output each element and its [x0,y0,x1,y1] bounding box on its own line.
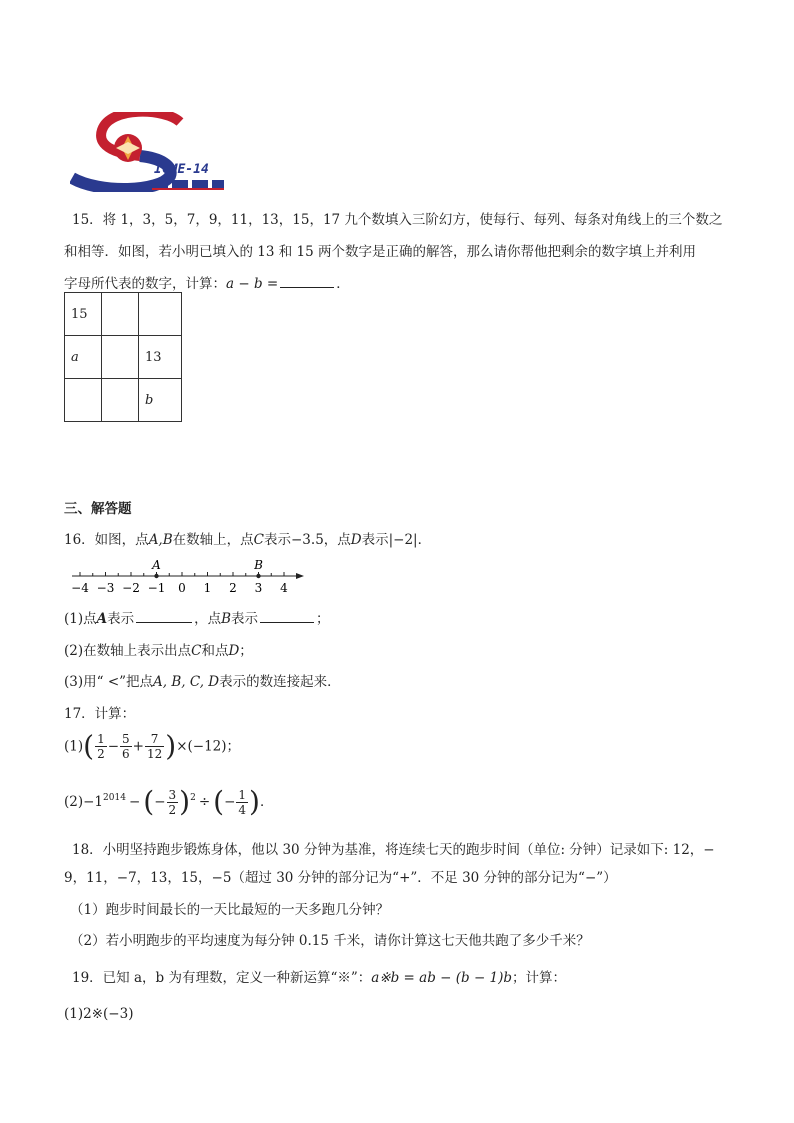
axis-tick-label: 4 [280,581,288,595]
q16-stem [64,528,431,548]
grid-row [65,379,182,422]
q18-sub2: （2）若小明跑步的平均速度为每分钟 0.15 千米，请你计算这七天他共跑了多少千米？ [70,933,590,949]
grid-cell [102,336,139,379]
grid-cell [102,293,139,336]
grid-cell: a [65,336,102,379]
q16-p3 [64,670,341,690]
axis-tick-label: 3 [254,581,263,595]
point-label: A [152,558,161,572]
paren-open: ( [83,729,95,763]
q17-p1 [64,728,240,764]
logo-text: ICME-14 [154,162,209,177]
number-line [68,558,308,598]
q17-p2-square: 2 [190,793,196,803]
q16-point-c: C [253,532,264,548]
fraction: $\frac{3}{2}$ [168,787,177,817]
axis-tick-label: −1 [147,581,166,595]
grid-cell: b [139,379,182,422]
q16-p1-text: 表示 [107,611,135,627]
q19-formula: a※b = ab − (b − 1)b [371,970,513,986]
q16-p2-text: (2)在数轴上表示出点 [64,643,192,659]
icme-logo [70,112,230,192]
q17-title: 17．计算： [64,706,136,722]
q17-p1-label: (1) [64,738,84,755]
q16-p1-a: A [96,611,108,627]
q17-p2-base: −1 [83,794,104,810]
q16-point-d: D [350,532,362,548]
operator: − [224,794,236,810]
q16-stem-text: 16．如图，点 [64,532,149,548]
q16-p2-text: 和点 [201,643,229,659]
paren-close: ) [165,729,177,763]
q16-d-value: |−2| [388,532,418,548]
q17-p2-end: ． [259,794,274,810]
q15-line3 [64,272,350,292]
q15-end: ． [336,276,350,292]
q16-p1-text: 表示 [231,611,259,627]
axis-tick-label: 0 [178,581,186,595]
q16-p1 [64,607,330,627]
q16-p1-text: ，点 [194,611,222,627]
q16-p1-text: (1)点 [64,611,97,627]
q17-p1-tail: (−12) [187,738,227,755]
logo-underline [152,188,224,190]
fraction: $\frac{1}{2}$ [97,732,105,761]
q16-p2 [64,639,253,659]
q16-text: ，点 [323,532,351,548]
fraction: $\frac{7}{12}$ [146,732,163,761]
q19-stem [72,966,566,986]
q16-p2-text: ； [239,643,253,659]
q16-text: 在数轴上，点 [172,532,254,548]
q15-line2: 和相等．如图，若小明已填入的 13 和 15 两个数字是正确的解答，那么请你帮他把剩余的数字填上并利用 [64,244,697,260]
grid-row [65,293,182,336]
q16-p1-text: ； [316,611,330,627]
q19-p1: (1)2※(−3) [64,1006,134,1022]
q16-p2-d: D [228,643,240,659]
q16-blank-b [260,610,314,623]
operator: − [107,738,120,755]
grid-cell: 13 [139,336,182,379]
q15-line1: 15．将 1，3，5，7，9，11，13，15，17 九个数填入三阶幻方，使每行、每列、每条对角线上的三个数之 [72,212,723,228]
paren-open: ( [213,785,225,818]
q19-end: ；计算： [512,970,567,986]
grid-cell [102,379,139,422]
grid-row [65,336,182,379]
axis-tick-label: −3 [96,581,115,595]
q17-p2 [64,778,273,818]
grid-cell [139,293,182,336]
q18-line1: 18．小明坚持跑步锻炼身体，他以 30 分钟为基准，将连续七天的跑步时间（单位: 分钟）记录如下: 12，− [72,842,715,858]
q16-p3-text: (3)用“ <”把点 [64,674,154,690]
q15-line3-prefix: 字母所代表的数字，计算： [64,276,226,292]
q15-expr: a − b = [226,276,279,292]
q16-text: ． [417,532,432,548]
paren-close: ) [179,785,191,818]
q16-text: 表示 [361,532,389,548]
q15-answer-blank [280,275,334,288]
grid-cell: 15 [65,293,102,336]
axis-tick-label: 1 [203,581,212,595]
q18-line2: 9，11，−7，13，15，−5（超过 30 分钟的部分记为“+”．不足 30 分钟的部分记为“−”） [64,870,617,886]
point-a [154,574,158,578]
q17-p2-exponent: 2014 [103,793,126,803]
axis-tick-label: −2 [122,581,140,595]
fraction: $\frac{5}{6}$ [122,732,130,761]
axis-tick-label: 2 [229,581,237,595]
q17-p1-end: ； [226,738,241,755]
q16-c-value: −3.5 [291,532,324,548]
q17-p2-label: (2) [64,794,84,810]
grid-cell [65,379,102,422]
q19-stem-text: 19．已知 a，b 为有理数，定义一种新运算“※”： [72,970,372,986]
operator: − [128,794,141,810]
operator: + [132,738,144,755]
paren-open: ( [143,785,155,818]
q16-text: 表示 [264,532,291,548]
q18-sub1: （1）跑步时间最长的一天比最短的一天多跑几分钟？ [70,902,390,918]
q16-p1-b: B [221,611,232,627]
magic-square-grid [64,292,182,422]
operator: × [176,738,188,755]
fraction: $\frac{1}{4}$ [238,787,247,817]
q16-p2-c: C [191,643,202,659]
q16-points-ab: A,B [148,532,173,548]
operator: ÷ [198,794,211,810]
axis-tick-label: −4 [71,581,89,595]
point-b [256,574,260,578]
operator: − [154,794,166,810]
section-title: 三、解答题 [64,501,132,517]
point-label: B [254,558,263,572]
q16-p3-points: A, B, C, D [153,674,220,690]
q16-blank-a [136,610,192,623]
q16-p3-text: 表示的数连接起来． [219,674,341,690]
paren-close: ) [249,785,260,818]
